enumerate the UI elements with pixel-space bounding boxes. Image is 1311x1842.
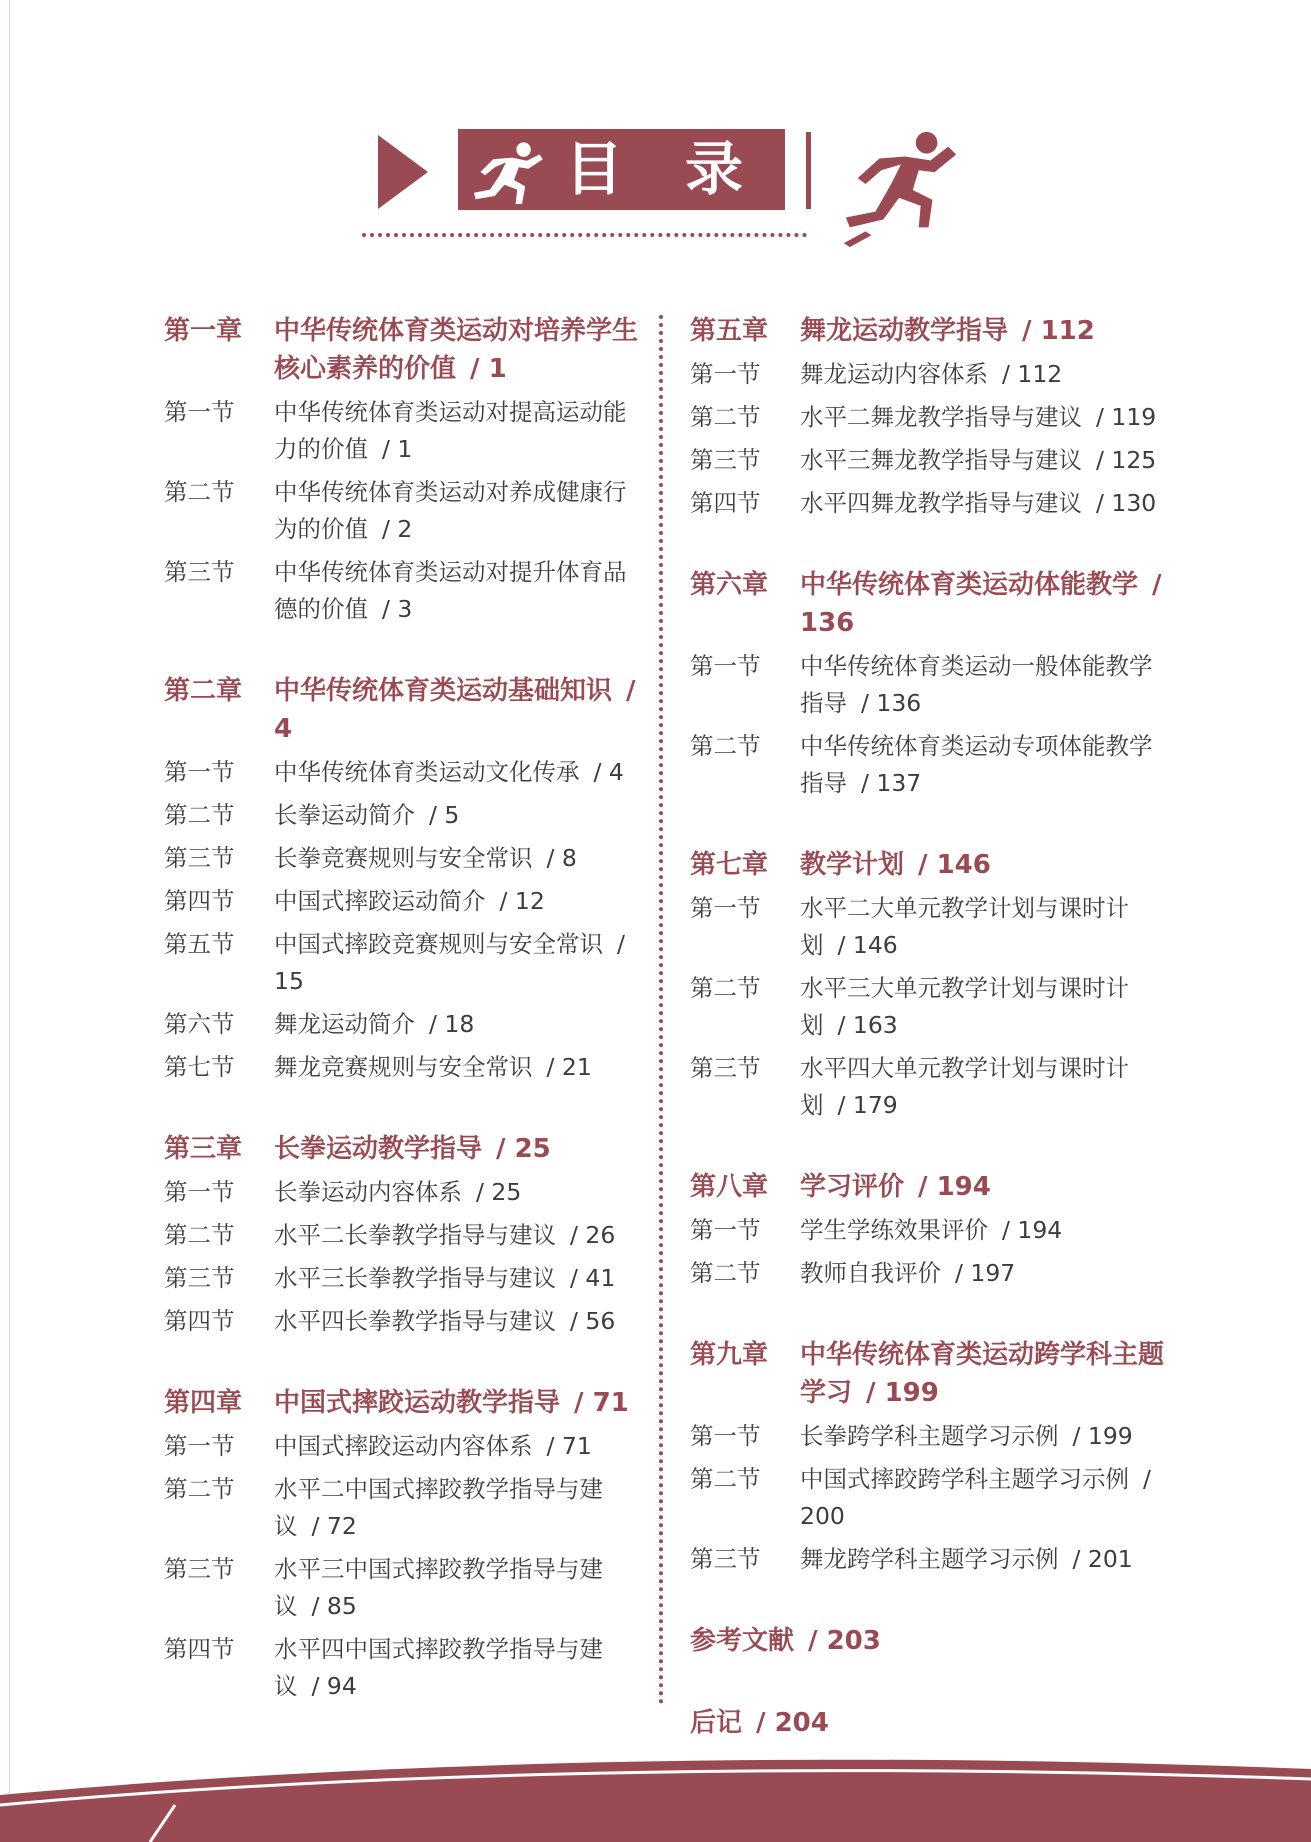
section-entry-page: / 25 [476, 1178, 522, 1206]
chapter-heading-title-wrap [800, 846, 1170, 884]
section-entry-page: / 8 [546, 844, 577, 872]
section-entry-title-wrap [800, 1050, 1170, 1124]
section-entry-number: 第三节 [164, 844, 235, 872]
chapter-heading[interactable] [690, 1168, 1170, 1206]
section-entry-page: / 56 [570, 1307, 616, 1335]
section-entry-title-wrap [274, 840, 642, 877]
section-entry-number: 第一节 [690, 1216, 761, 1244]
section-entry[interactable] [164, 394, 642, 468]
section-entry-title: 水平四大单元教学计划与课时计划 [800, 1054, 1129, 1119]
chapter-heading-number: 第七章 [690, 850, 769, 880]
chapter-heading-title-wrap [274, 1384, 642, 1422]
section-entry-title: 中华传统体育类运动文化传承 [274, 758, 580, 786]
chapter-heading-title-wrap [800, 1168, 1170, 1206]
section-entry[interactable] [690, 485, 1170, 522]
section-entry-title: 水平二舞龙教学指导与建议 [800, 403, 1082, 431]
chapter-heading-title: 中华传统体育类运动体能教学 [800, 570, 1139, 600]
section-entry-title-wrap [274, 797, 642, 834]
section-entry[interactable] [690, 1418, 1170, 1455]
section-entry-number: 第三节 [164, 1264, 235, 1292]
section-entry-title: 水平三舞龙教学指导与建议 [800, 446, 1082, 474]
section-entry-page: / 146 [837, 931, 898, 959]
toc-left-column [164, 312, 642, 1705]
section-entry-number: 第四节 [164, 1307, 235, 1335]
toc-right-column [690, 312, 1170, 1742]
section-entry-number: 第三节 [690, 1054, 761, 1082]
section-entry-number: 第四节 [690, 489, 761, 517]
section-entry-number: 第三节 [164, 558, 235, 586]
section-entry-number: 第三节 [164, 1555, 235, 1583]
section-entry-title-wrap [274, 754, 642, 791]
chapter-heading-title-wrap [800, 1336, 1170, 1412]
section-entry-title: 舞龙运动简介 [274, 1010, 415, 1038]
chapter-heading-page: / 194 [918, 1172, 991, 1202]
section-entry-title-wrap [800, 356, 1170, 393]
section-entry-title-wrap [274, 883, 642, 920]
section-entry-title: 舞龙跨学科主题学习示例 [800, 1545, 1059, 1573]
section-entry-title-wrap [800, 648, 1170, 722]
section-entry[interactable] [164, 883, 642, 920]
chapter-heading[interactable] [164, 1130, 642, 1168]
section-entry-title-wrap [274, 1471, 642, 1545]
section-entry-title-wrap [274, 1260, 642, 1297]
section-entry[interactable] [690, 728, 1170, 802]
section-entry-title-wrap [274, 1428, 642, 1465]
chapter-heading[interactable] [690, 566, 1170, 642]
chapter-heading-number: 第二章 [164, 676, 243, 706]
section-entry[interactable] [690, 356, 1170, 393]
section-entry-title-wrap [274, 1006, 642, 1043]
chapter-heading-number: 第三章 [164, 1134, 243, 1164]
section-entry-title: 教师自我评价 [800, 1259, 941, 1287]
chapter-heading-title-wrap [800, 566, 1170, 642]
section-entry-page: / 21 [546, 1053, 592, 1081]
section-entry-title: 水平三长拳教学指导与建议 [274, 1264, 556, 1292]
section-entry-title: 长拳运动简介 [274, 801, 415, 829]
section-entry-title-wrap [800, 1541, 1170, 1578]
section-entry-title-wrap [274, 1217, 642, 1254]
section-entry-number: 第二节 [690, 1259, 761, 1287]
chapter-heading-title: 中国式摔跤运动教学指导 [274, 1388, 561, 1418]
chapter-heading-number: 第四章 [164, 1388, 243, 1418]
chapter-heading-number: 第一章 [164, 316, 243, 346]
section-entry-title: 舞龙运动内容体系 [800, 360, 988, 388]
section-entry-title: 中国式摔跤竞赛规则与安全常识 [274, 930, 603, 958]
chapter-heading[interactable] [164, 1384, 642, 1422]
section-entry[interactable] [690, 399, 1170, 436]
section-entry-page: / 3 [382, 595, 413, 623]
section-entry-page: / 41 [570, 1264, 616, 1292]
references-title: 参考文献 [690, 1626, 795, 1656]
section-entry-title-wrap [800, 1418, 1170, 1455]
section-entry-title-wrap [274, 1551, 642, 1625]
section-entry-title-wrap [274, 1049, 642, 1086]
afterword-page: / 204 [756, 1708, 829, 1738]
chapter-heading[interactable] [164, 672, 642, 748]
section-entry-page: / 12 [499, 887, 545, 915]
section-entry-number: 第一节 [690, 360, 761, 388]
chapter-heading-title: 中华传统体育类运动基础知识 [274, 676, 613, 706]
afterword-entry[interactable] [690, 1704, 1170, 1742]
chapter-heading-page: / 25 [496, 1134, 551, 1164]
section-entry-number: 第四节 [164, 887, 235, 915]
section-entry[interactable] [164, 754, 642, 791]
section-entry-title-wrap [274, 1631, 642, 1705]
chapter-heading-page: / 136 [800, 570, 1162, 638]
chapter-heading-title: 中华传统体育类运动对培养学生核心素养的价值 [274, 316, 639, 384]
section-entry-number: 第四节 [164, 1635, 235, 1663]
runner-icon [836, 128, 964, 248]
section-entry[interactable] [164, 1174, 642, 1211]
section-entry-title-wrap [800, 485, 1170, 522]
section-entry-title: 水平四长拳教学指导与建议 [274, 1307, 556, 1335]
section-entry[interactable] [690, 1255, 1170, 1292]
chapter-heading-page: / 112 [1022, 316, 1095, 346]
chapter-heading-number: 第六章 [690, 570, 769, 600]
section-entry-title: 中华传统体育类运动对提高运动能力的价值 [274, 398, 627, 463]
section-entry[interactable] [164, 1217, 642, 1254]
afterword-title: 后记 [690, 1708, 743, 1738]
section-entry-number: 第一节 [164, 758, 235, 786]
section-entry-number: 第五节 [164, 930, 235, 958]
section-entry-title: 舞龙竞赛规则与安全常识 [274, 1053, 533, 1081]
section-entry[interactable] [690, 1212, 1170, 1249]
section-entry-number: 第一节 [690, 652, 761, 680]
section-entry-title: 中国式摔跤运动内容体系 [274, 1432, 533, 1460]
page-title: 目录 [565, 135, 806, 203]
section-entry-page: / 200 [800, 1465, 1151, 1530]
header-dotted-rule [362, 233, 807, 237]
chapter-heading-title: 学习评价 [800, 1172, 905, 1202]
section-entry-title-wrap [800, 1255, 1170, 1292]
section-entry-number: 第二节 [164, 478, 235, 506]
section-entry-page: / 125 [1096, 446, 1157, 474]
section-entry[interactable] [164, 554, 642, 628]
section-entry-page: / 18 [429, 1010, 475, 1038]
chapter-heading-title: 长拳运动教学指导 [274, 1134, 483, 1164]
section-entry-number: 第三节 [690, 1545, 761, 1573]
section-entry-page: / 130 [1096, 489, 1157, 517]
section-entry-title: 学生学练效果评价 [800, 1216, 988, 1244]
section-entry-number: 第一节 [164, 398, 235, 426]
section-entry-page: / 136 [861, 689, 922, 717]
section-entry[interactable] [164, 1006, 642, 1043]
section-entry-number: 第七节 [164, 1053, 235, 1081]
title-divider [806, 132, 811, 209]
section-entry-title: 中华传统体育类运动专项体能教学指导 [800, 732, 1153, 797]
section-entry-title: 中国式摔跤运动简介 [274, 887, 486, 915]
section-entry-page: / 71 [546, 1432, 592, 1460]
section-entry-title: 中国式摔跤跨学科主题学习示例 [800, 1465, 1129, 1493]
section-entry-page: / 15 [274, 930, 625, 995]
section-entry-number: 第二节 [164, 801, 235, 829]
chapter-heading-title-wrap [274, 312, 642, 388]
section-entry-page: / 72 [311, 1512, 357, 1540]
chapter-heading-page: / 4 [274, 676, 636, 744]
section-entry-title: 水平三中国式摔跤教学指导与建议 [274, 1555, 603, 1620]
chapter-heading[interactable] [690, 312, 1170, 350]
section-entry-page: / 119 [1096, 403, 1157, 431]
section-entry-page: / 112 [1002, 360, 1063, 388]
section-entry[interactable] [164, 1303, 642, 1340]
section-entry[interactable] [164, 1260, 642, 1297]
chapter-heading-number: 第八章 [690, 1172, 769, 1202]
section-entry-title: 中华传统体育类运动对养成健康行为的价值 [274, 478, 627, 543]
section-entry-number: 第一节 [690, 1422, 761, 1450]
section-entry-title-wrap [800, 1461, 1170, 1535]
section-entry-title-wrap [800, 442, 1170, 479]
section-entry-title: 水平四中国式摔跤教学指导与建议 [274, 1635, 603, 1700]
section-entry[interactable] [164, 1428, 642, 1465]
section-entry-number: 第一节 [690, 894, 761, 922]
section-entry[interactable] [164, 1551, 642, 1625]
section-entry-number: 第三节 [690, 446, 761, 474]
chapter-heading[interactable] [164, 312, 642, 388]
section-entry-title: 长拳竞赛规则与安全常识 [274, 844, 533, 872]
section-entry-page: / 1 [382, 435, 413, 463]
section-entry-title-wrap [800, 1212, 1170, 1249]
section-entry-page: / 137 [861, 769, 922, 797]
section-entry[interactable] [164, 1049, 642, 1086]
section-entry-title-wrap [274, 1303, 642, 1340]
section-entry[interactable] [690, 442, 1170, 479]
section-entry-title: 水平二大单元教学计划与课时计划 [800, 894, 1129, 959]
section-entry-title: 中华传统体育类运动一般体能教学指导 [800, 652, 1153, 717]
section-entry[interactable] [690, 1541, 1170, 1578]
section-entry-page: / 163 [837, 1011, 898, 1039]
section-entry-number: 第二节 [690, 974, 761, 1002]
chapter-heading-title-wrap [800, 312, 1170, 350]
section-entry-number: 第一节 [164, 1178, 235, 1206]
chapter-heading-title-wrap [274, 672, 642, 748]
section-entry-title-wrap [274, 554, 642, 628]
section-entry-number: 第六节 [164, 1010, 235, 1038]
section-entry[interactable] [164, 1471, 642, 1545]
chapter-heading-title: 舞龙运动教学指导 [800, 316, 1009, 346]
footer-wave [0, 1755, 1311, 1842]
references-page: / 203 [808, 1626, 881, 1656]
section-entry-number: 第二节 [690, 403, 761, 431]
section-entry-number: 第二节 [690, 1465, 761, 1493]
chapter-heading-title: 教学计划 [800, 850, 905, 880]
section-entry-page: / 94 [311, 1672, 357, 1700]
section-entry-number: 第一节 [164, 1432, 235, 1460]
section-entry-title: 长拳跨学科主题学习示例 [800, 1422, 1059, 1450]
section-entry-title-wrap [800, 728, 1170, 802]
section-entry-title: 水平二中国式摔跤教学指导与建议 [274, 1475, 603, 1540]
section-entry-title: 水平三大单元教学计划与课时计划 [800, 974, 1129, 1039]
section-entry-title-wrap [800, 970, 1170, 1044]
section-entry[interactable] [164, 926, 642, 1000]
chapter-heading-title: 中华传统体育类运动跨学科主题学习 [800, 1340, 1165, 1408]
section-entry[interactable] [164, 474, 642, 548]
references-entry[interactable] [690, 1622, 1170, 1660]
section-entry-page: / 199 [1072, 1422, 1133, 1450]
section-entry[interactable] [164, 1631, 642, 1705]
section-entry-title-wrap [800, 890, 1170, 964]
chapter-heading-number: 第五章 [690, 316, 769, 346]
chapter-heading-title-wrap [274, 1130, 642, 1168]
chapter-heading-number: 第九章 [690, 1340, 769, 1370]
section-entry[interactable] [690, 890, 1170, 964]
section-entry-page: / 5 [429, 801, 460, 829]
section-entry-number: 第二节 [164, 1475, 235, 1503]
section-entry-title-wrap [274, 1174, 642, 1211]
section-entry-page: / 201 [1072, 1545, 1133, 1573]
chapter-heading-page: / 71 [574, 1388, 629, 1418]
section-entry-title-wrap [800, 399, 1170, 436]
section-entry-page: / 26 [570, 1221, 616, 1249]
section-entry[interactable] [690, 1050, 1170, 1124]
chapter-heading[interactable] [690, 1336, 1170, 1412]
section-entry[interactable] [690, 1461, 1170, 1535]
section-entry[interactable] [690, 970, 1170, 1044]
section-entry-page: / 179 [837, 1091, 898, 1119]
chapter-heading-page: / 199 [866, 1378, 939, 1408]
section-entry[interactable] [164, 840, 642, 877]
play-arrow-icon [378, 135, 428, 209]
chapter-heading-page: / 1 [470, 354, 507, 384]
section-entry-page: / 197 [955, 1259, 1016, 1287]
section-entry-number: 第二节 [164, 1221, 235, 1249]
chapter-heading-page: / 146 [918, 850, 991, 880]
section-entry-title: 水平二长拳教学指导与建议 [274, 1221, 556, 1249]
section-entry-number: 第二节 [690, 732, 761, 760]
section-entry[interactable] [690, 648, 1170, 722]
section-entry-page: / 2 [382, 515, 413, 543]
section-entry-title-wrap [274, 394, 642, 468]
page-edge-rule [9, 0, 10, 1842]
section-entry-title-wrap [274, 926, 642, 1000]
section-entry-title-wrap [274, 474, 642, 548]
section-entry-title: 水平四舞龙教学指导与建议 [800, 489, 1082, 517]
section-entry-title: 长拳运动内容体系 [274, 1178, 462, 1206]
runner-icon [466, 140, 546, 212]
section-entry[interactable] [164, 797, 642, 834]
section-entry-page: / 194 [1002, 1216, 1063, 1244]
section-entry-page: / 85 [311, 1592, 357, 1620]
section-entry-page: / 4 [593, 758, 624, 786]
section-entry-title: 中华传统体育类运动对提升体育品德的价值 [274, 558, 627, 623]
chapter-heading[interactable] [690, 846, 1170, 884]
column-divider [659, 315, 663, 1705]
